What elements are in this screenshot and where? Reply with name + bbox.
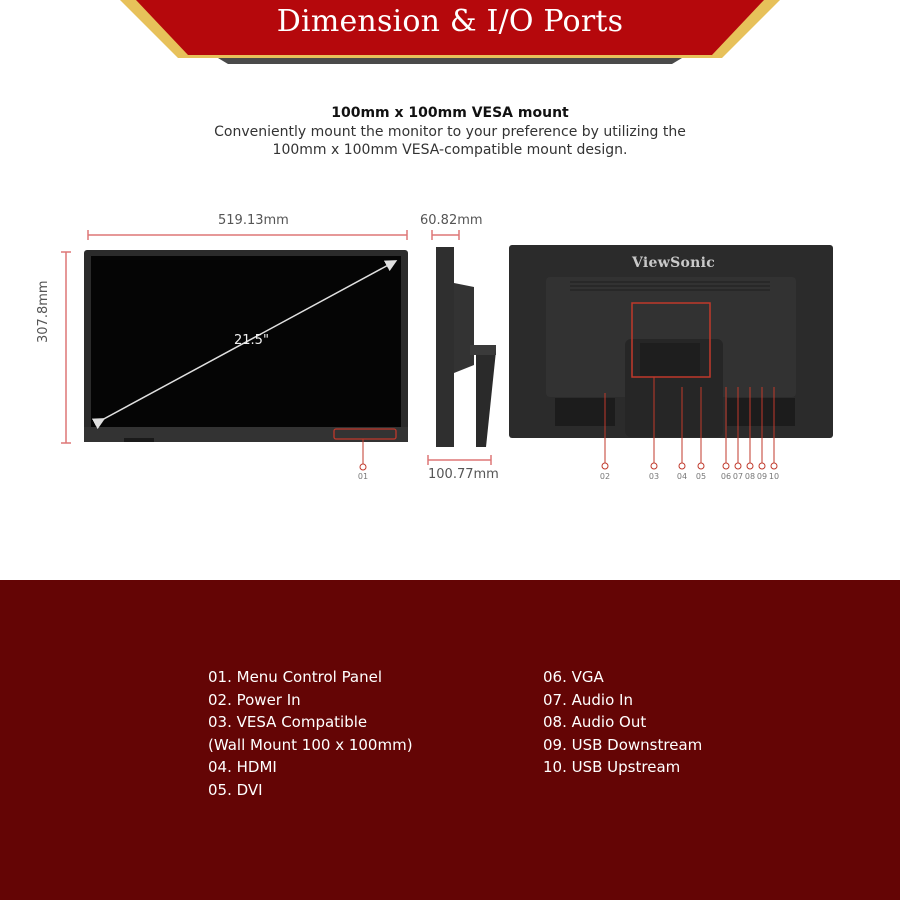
- port-item: 07. Audio In: [543, 690, 633, 709]
- port-item: 09. USB Downstream: [543, 735, 703, 754]
- ports-list-left: [208, 666, 413, 801]
- callout-01: 01: [357, 472, 369, 481]
- port-item: 02. Power In: [208, 690, 301, 709]
- callout-07: 07: [732, 472, 744, 481]
- intro-heading: 100mm x 100mm VESA mount: [331, 105, 569, 121]
- callout-08: 08: [744, 472, 756, 481]
- intro-body-line-2: 100mm x 100mm VESA-compatible mount design.: [272, 142, 628, 158]
- callout-05: 05: [695, 472, 707, 481]
- viewsonic-logo: ViewSonic: [632, 255, 716, 271]
- ports-panel: [0, 580, 900, 900]
- monitor-drawings: [0, 195, 900, 495]
- port-item: 04. HDMI: [208, 758, 277, 776]
- header-banner: [0, 0, 900, 70]
- intro-section: [0, 104, 900, 159]
- port-item: 10. USB Upstream: [543, 758, 681, 776]
- port-item: 01. Menu Control Panel: [208, 668, 383, 686]
- port-item: 08. Audio Out: [543, 713, 647, 731]
- page-title: Dimension & I/O Ports: [276, 4, 624, 39]
- monitor-front-view: [84, 250, 408, 470]
- port-item: 06. VGA: [543, 668, 604, 686]
- monitor-diagram: [0, 195, 900, 495]
- intro-body-line-1: Conveniently mount the monitor to your preference by utilizing the: [214, 124, 686, 140]
- screen-size-label: 21.5": [234, 333, 269, 348]
- depth-top-label: 60.82mm: [420, 213, 483, 228]
- ports-list-right: [543, 666, 702, 779]
- callout-02: 02: [599, 472, 611, 481]
- height-dimension-line: [61, 252, 71, 443]
- depth-bottom-label: 100.77mm: [428, 467, 499, 482]
- intro-body: [190, 123, 710, 159]
- width-label: 519.13mm: [218, 213, 289, 228]
- callout-10: 10: [768, 472, 780, 481]
- monitor-side-view: [428, 230, 496, 465]
- callout-09: 09: [756, 472, 768, 481]
- height-label: 307.8mm: [36, 280, 51, 343]
- port-item-note: (Wall Mount 100 x 100mm): [208, 735, 413, 754]
- callout-04: 04: [676, 472, 688, 481]
- monitor-back-view: [509, 245, 833, 469]
- port-item: 03. VESA Compatible: [208, 713, 368, 731]
- callout-03: 03: [648, 472, 660, 481]
- callout-06: 06: [720, 472, 732, 481]
- width-dimension-line: [88, 230, 407, 240]
- port-item: 05. DVI: [208, 780, 263, 799]
